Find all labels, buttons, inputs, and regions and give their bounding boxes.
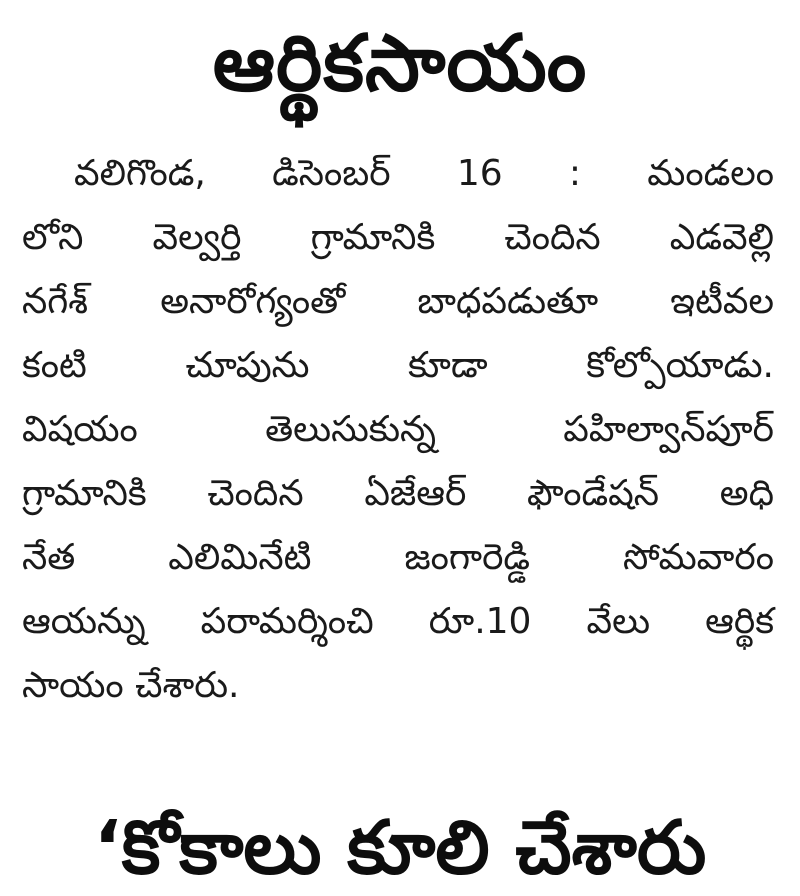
body-line: లోని వెల్వర్తి గ్రామానికి చెందిన ఎడవెల్లి bbox=[22, 217, 774, 258]
article-body bbox=[22, 142, 774, 718]
body-line: నగేశ్ అనారోగ్యంతో బాధపడుతూ ఇటీవల bbox=[22, 281, 774, 322]
body-line: ఆయన్ను పరామర్శించి రూ.10 వేలు ఆర్థిక bbox=[22, 601, 774, 642]
body-line: సాయం చేశారు. bbox=[22, 665, 240, 706]
next-article-headline: ‘కోకాలు కూలి చేశారు bbox=[93, 805, 707, 891]
body-line: నేత ఎలిమినేటి జంగారెడ్డి సోమవారం bbox=[22, 537, 774, 578]
body-line: గ్రామానికి చెందిన ఏజేఆర్ ఫౌండేషన్ అధి bbox=[22, 473, 774, 514]
body-line: కంటి చూపును కూడా కోల్పోయాడు. bbox=[22, 345, 774, 386]
article-headline: ఆర్థికసాయం bbox=[212, 19, 588, 109]
body-line: వలిగొండ, డిసెంబర్ 16 : మండలం bbox=[74, 153, 774, 194]
body-line: విషయం తెలుసుకున్న పహిల్వాన్‌పూర్ bbox=[22, 409, 774, 450]
